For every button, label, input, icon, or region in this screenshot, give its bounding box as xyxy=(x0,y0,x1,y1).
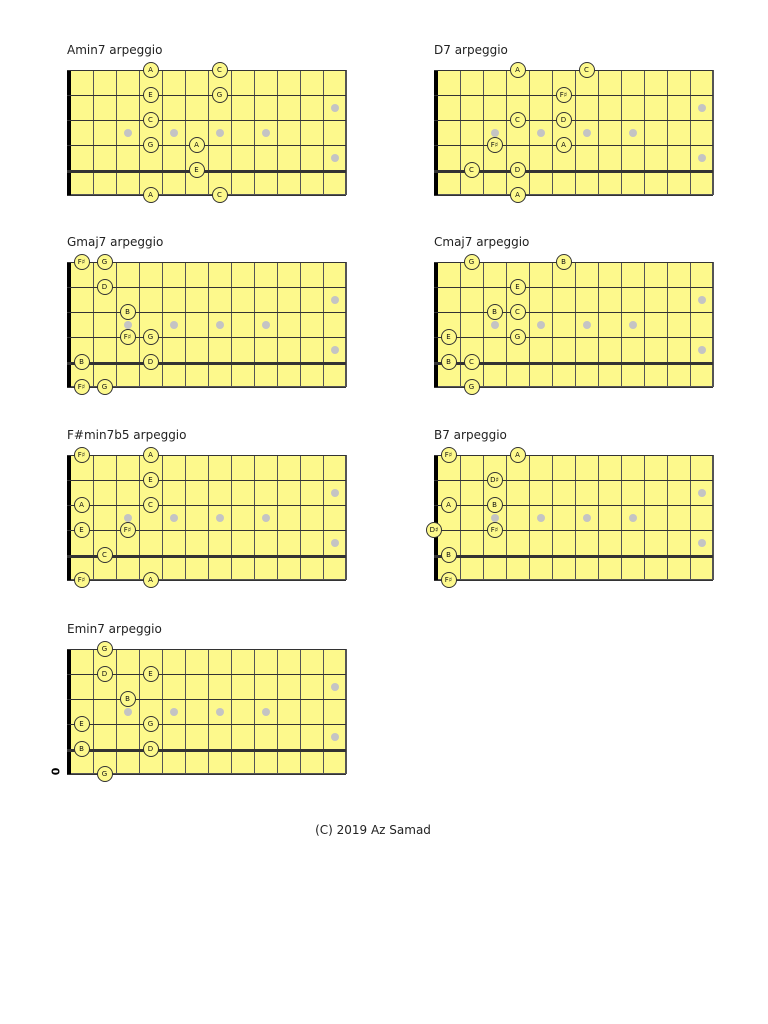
note-marker: D xyxy=(556,112,572,128)
note-marker: B xyxy=(74,741,90,757)
note-marker: G xyxy=(464,379,480,395)
fret-line xyxy=(208,649,209,774)
note-marker: D xyxy=(97,666,113,682)
note-marker: G xyxy=(464,254,480,270)
fret-inlay-dot xyxy=(331,489,339,497)
note-marker: G xyxy=(510,329,526,345)
fret-line xyxy=(162,455,163,580)
fret-inlay-dot xyxy=(629,129,637,137)
note-marker: C xyxy=(143,112,159,128)
string-line xyxy=(67,362,346,365)
fret-line xyxy=(185,649,186,774)
string-line xyxy=(434,580,713,581)
fret-inlay-dot xyxy=(698,539,706,547)
fret-inlay-dot xyxy=(262,129,270,137)
note-marker: F♯ xyxy=(441,572,457,588)
fret-line xyxy=(575,455,576,580)
note-marker: C xyxy=(510,112,526,128)
note-marker: A xyxy=(143,62,159,78)
string-line xyxy=(434,505,713,506)
fret-inlay-dot xyxy=(216,514,224,522)
fret-inlay-dot xyxy=(331,104,339,112)
string-line xyxy=(434,312,713,313)
note-marker: B xyxy=(441,547,457,563)
fret-line xyxy=(116,649,117,774)
fret-inlay-dot xyxy=(629,321,637,329)
fret-line xyxy=(300,262,301,387)
note-marker: E xyxy=(189,162,205,178)
string-line xyxy=(67,95,346,96)
fret-line xyxy=(277,70,278,195)
fret-line xyxy=(644,70,645,195)
note-marker: F♯ xyxy=(487,522,503,538)
fret-line xyxy=(460,262,461,387)
note-marker: G xyxy=(143,329,159,345)
note-marker: G xyxy=(143,716,159,732)
string-line xyxy=(434,555,713,558)
nut xyxy=(434,70,438,195)
note-marker: F♯ xyxy=(556,87,572,103)
fret-line xyxy=(323,262,324,387)
fret-inlay-dot xyxy=(331,296,339,304)
fret-inlay-dot xyxy=(583,129,591,137)
diagram-title: F#min7b5 arpeggio xyxy=(67,428,187,442)
note-marker: A xyxy=(510,447,526,463)
fret-inlay-dot xyxy=(170,708,178,716)
fret-inlay-dot xyxy=(491,129,499,137)
note-marker: F♯ xyxy=(120,522,136,538)
fret-inlay-dot xyxy=(170,321,178,329)
string-line xyxy=(67,120,346,121)
fret-inlay-dot xyxy=(698,104,706,112)
fret-inlay-dot xyxy=(216,321,224,329)
fret-line xyxy=(529,70,530,195)
string-line xyxy=(67,699,346,700)
fret-line xyxy=(506,455,507,580)
note-marker: F♯ xyxy=(74,572,90,588)
fret-line xyxy=(644,455,645,580)
fret-line xyxy=(598,70,599,195)
note-marker: B xyxy=(487,304,503,320)
note-marker: E xyxy=(143,472,159,488)
note-marker: B xyxy=(120,691,136,707)
diagram-title: Gmaj7 arpeggio xyxy=(67,235,164,249)
string-line xyxy=(434,195,713,196)
fret-line xyxy=(116,70,117,195)
nut xyxy=(67,649,71,774)
fret-line xyxy=(277,262,278,387)
fret-line xyxy=(483,70,484,195)
note-marker: B xyxy=(487,497,503,513)
diagram-title: D7 arpeggio xyxy=(434,43,508,57)
fret-line xyxy=(346,649,347,774)
fret-inlay-dot xyxy=(216,708,224,716)
fret-line xyxy=(552,262,553,387)
fret-line xyxy=(116,455,117,580)
fret-line xyxy=(529,455,530,580)
note-marker: D xyxy=(143,354,159,370)
note-marker: B xyxy=(120,304,136,320)
fret-line xyxy=(552,70,553,195)
note-marker: G xyxy=(143,137,159,153)
note-marker: B xyxy=(441,354,457,370)
string-line xyxy=(434,480,713,481)
string-line xyxy=(434,95,713,96)
side-mark: 0 xyxy=(48,767,62,776)
fret-line xyxy=(162,262,163,387)
fret-line xyxy=(231,649,232,774)
fret-inlay-dot xyxy=(583,514,591,522)
fret-line xyxy=(185,262,186,387)
note-marker: A xyxy=(510,62,526,78)
fret-inlay-dot xyxy=(124,708,132,716)
fret-line xyxy=(713,70,714,195)
diagram-title: Emin7 arpeggio xyxy=(67,622,162,636)
fret-line xyxy=(506,70,507,195)
fret-line xyxy=(575,262,576,387)
fret-line xyxy=(231,262,232,387)
fret-inlay-dot xyxy=(537,514,545,522)
note-marker: E xyxy=(143,666,159,682)
fret-inlay-dot xyxy=(124,514,132,522)
note-marker: D♯ xyxy=(426,522,442,538)
fret-line xyxy=(621,70,622,195)
fret-line xyxy=(185,455,186,580)
note-marker: C xyxy=(510,304,526,320)
fret-inlay-dot xyxy=(124,321,132,329)
fret-line xyxy=(139,262,140,387)
fret-line xyxy=(598,262,599,387)
note-marker: D xyxy=(143,741,159,757)
fret-line xyxy=(690,70,691,195)
fret-line xyxy=(254,649,255,774)
note-marker: C xyxy=(97,547,113,563)
note-marker: F♯ xyxy=(74,447,90,463)
string-line xyxy=(67,580,346,581)
fret-line xyxy=(231,455,232,580)
note-marker: A xyxy=(143,447,159,463)
fret-line xyxy=(300,649,301,774)
string-line xyxy=(67,530,346,531)
fret-inlay-dot xyxy=(331,683,339,691)
fret-line xyxy=(667,262,668,387)
fret-line xyxy=(323,649,324,774)
nut xyxy=(434,455,438,580)
fret-line xyxy=(208,455,209,580)
nut xyxy=(67,70,71,195)
fret-line xyxy=(460,455,461,580)
fret-line xyxy=(300,455,301,580)
fretboard xyxy=(67,70,346,195)
fret-line xyxy=(346,70,347,195)
note-marker: D♯ xyxy=(487,472,503,488)
fret-line xyxy=(254,70,255,195)
fret-line xyxy=(116,262,117,387)
note-marker: A xyxy=(74,497,90,513)
string-line xyxy=(434,337,713,338)
fret-line xyxy=(483,262,484,387)
string-line xyxy=(67,145,346,146)
nut xyxy=(67,262,71,387)
fret-line xyxy=(300,70,301,195)
string-line xyxy=(434,530,713,531)
note-marker: A xyxy=(441,497,457,513)
fret-line xyxy=(93,262,94,387)
fret-line xyxy=(277,649,278,774)
string-line xyxy=(67,724,346,725)
fret-line xyxy=(162,70,163,195)
fret-line xyxy=(621,455,622,580)
string-line xyxy=(434,120,713,121)
note-marker: E xyxy=(143,87,159,103)
fret-inlay-dot xyxy=(491,514,499,522)
fret-inlay-dot xyxy=(262,321,270,329)
fret-line xyxy=(93,70,94,195)
fret-inlay-dot xyxy=(170,514,178,522)
string-line xyxy=(67,749,346,752)
fret-inlay-dot xyxy=(331,733,339,741)
fret-line xyxy=(254,455,255,580)
note-marker: E xyxy=(74,716,90,732)
note-marker: C xyxy=(579,62,595,78)
fretboard xyxy=(434,455,713,580)
fret-inlay-dot xyxy=(331,154,339,162)
fret-inlay-dot xyxy=(698,489,706,497)
note-marker: F♯ xyxy=(74,379,90,395)
note-marker: E xyxy=(510,279,526,295)
fret-inlay-dot xyxy=(216,129,224,137)
note-marker: G xyxy=(97,766,113,782)
fret-line xyxy=(323,455,324,580)
fret-inlay-dot xyxy=(491,321,499,329)
fret-line xyxy=(93,649,94,774)
note-marker: E xyxy=(74,522,90,538)
note-marker: C xyxy=(464,354,480,370)
fret-line xyxy=(208,70,209,195)
fret-line xyxy=(346,455,347,580)
fret-line xyxy=(139,455,140,580)
note-marker: F♯ xyxy=(74,254,90,270)
string-line xyxy=(67,337,346,338)
fret-line xyxy=(690,455,691,580)
string-line xyxy=(67,195,346,196)
note-marker: A xyxy=(143,187,159,203)
fret-inlay-dot xyxy=(331,539,339,547)
fret-line xyxy=(139,649,140,774)
string-line xyxy=(67,480,346,481)
note-marker: G xyxy=(97,379,113,395)
fret-line xyxy=(483,455,484,580)
fret-line xyxy=(323,70,324,195)
fret-line xyxy=(644,262,645,387)
fret-line xyxy=(713,455,714,580)
fret-inlay-dot xyxy=(629,514,637,522)
fret-line xyxy=(690,262,691,387)
fret-line xyxy=(598,455,599,580)
fret-line xyxy=(139,70,140,195)
string-line xyxy=(434,287,713,288)
note-marker: F♯ xyxy=(120,329,136,345)
fret-line xyxy=(93,455,94,580)
note-marker: F♯ xyxy=(487,137,503,153)
fret-inlay-dot xyxy=(537,321,545,329)
fret-line xyxy=(254,262,255,387)
note-marker: A xyxy=(510,187,526,203)
note-marker: G xyxy=(97,254,113,270)
fret-inlay-dot xyxy=(124,129,132,137)
diagram-title: Cmaj7 arpeggio xyxy=(434,235,530,249)
fret-inlay-dot xyxy=(331,346,339,354)
fret-line xyxy=(506,262,507,387)
note-marker: F♯ xyxy=(441,447,457,463)
note-marker: A xyxy=(189,137,205,153)
note-marker: B xyxy=(556,254,572,270)
fret-line xyxy=(713,262,714,387)
fret-line xyxy=(552,455,553,580)
fret-inlay-dot xyxy=(262,514,270,522)
fret-inlay-dot xyxy=(698,296,706,304)
fret-line xyxy=(346,262,347,387)
fret-inlay-dot xyxy=(537,129,545,137)
fret-inlay-dot xyxy=(583,321,591,329)
note-marker: G xyxy=(212,87,228,103)
note-marker: C xyxy=(143,497,159,513)
fret-inlay-dot xyxy=(170,129,178,137)
fret-line xyxy=(667,70,668,195)
string-line xyxy=(67,505,346,506)
fret-line xyxy=(231,70,232,195)
diagram-title: B7 arpeggio xyxy=(434,428,507,442)
string-line xyxy=(434,145,713,146)
fret-line xyxy=(575,70,576,195)
string-line xyxy=(434,70,713,71)
note-marker: C xyxy=(464,162,480,178)
string-line xyxy=(67,70,346,71)
diagram-title: Amin7 arpeggio xyxy=(67,43,163,57)
note-marker: B xyxy=(74,354,90,370)
fret-line xyxy=(529,262,530,387)
fret-line xyxy=(208,262,209,387)
fret-line xyxy=(185,70,186,195)
fret-inlay-dot xyxy=(698,346,706,354)
fret-line xyxy=(162,649,163,774)
note-marker: G xyxy=(97,641,113,657)
note-marker: E xyxy=(441,329,457,345)
fret-inlay-dot xyxy=(262,708,270,716)
fret-line xyxy=(277,455,278,580)
note-marker: D xyxy=(97,279,113,295)
copyright-text: (C) 2019 Az Samad xyxy=(315,823,431,837)
string-line xyxy=(67,312,346,313)
string-line xyxy=(67,455,346,456)
note-marker: C xyxy=(212,187,228,203)
string-line xyxy=(67,170,346,173)
note-marker: D xyxy=(510,162,526,178)
note-marker: C xyxy=(212,62,228,78)
nut xyxy=(67,455,71,580)
fret-line xyxy=(667,455,668,580)
string-line xyxy=(434,455,713,456)
fret-line xyxy=(460,70,461,195)
fret-inlay-dot xyxy=(698,154,706,162)
note-marker: A xyxy=(143,572,159,588)
nut xyxy=(434,262,438,387)
fret-line xyxy=(621,262,622,387)
note-marker: A xyxy=(556,137,572,153)
